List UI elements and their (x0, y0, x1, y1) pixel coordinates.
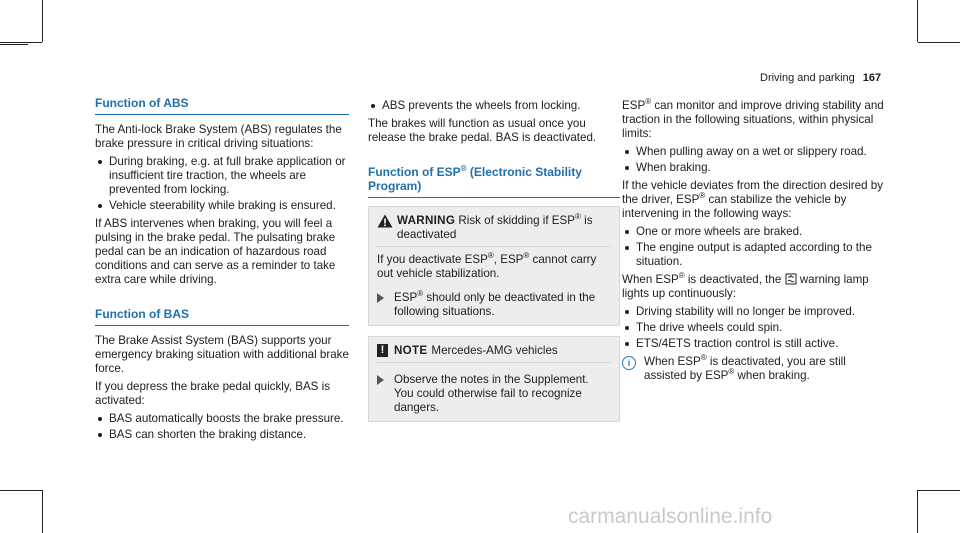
warning-title-b: is deactivated (397, 214, 593, 241)
warning-step-text (394, 291, 611, 319)
note-step-text: Observe the notes in the Supplement. You could otherwise fail to recognize dangers. (394, 373, 589, 414)
page-header (760, 72, 881, 84)
column-2 (368, 96, 620, 432)
esp-deact-b: is deactivated, the (684, 273, 782, 286)
note-box (368, 336, 620, 422)
column-1 (95, 96, 349, 446)
reg-mark: ® (417, 289, 424, 299)
crop-mark (0, 42, 42, 43)
warning-title-a: Risk of skidding if ESP (458, 214, 576, 227)
crop-mark (917, 490, 918, 533)
bas-intro: The Brake Assist System (BAS) supports your emergency braking situation with additional brake force. (95, 334, 349, 375)
crop-mark (918, 490, 960, 491)
esp-deviate-a: If the vehicle deviates from the direction desired by the driver, ESP (622, 179, 883, 206)
list-item: Vehicle steerability while braking is ensured. (95, 199, 349, 213)
note-title: Mercedes-AMG vehicles (431, 344, 558, 357)
esp-ways (622, 225, 887, 269)
crop-mark (42, 0, 43, 42)
esp-intro (622, 99, 887, 141)
reg-mark: ® (523, 251, 530, 261)
info-text-c: when braking. (734, 369, 810, 382)
crop-mark (917, 0, 918, 42)
crop-mark (918, 42, 960, 43)
reg-mark: ® (487, 251, 494, 261)
note-body (377, 362, 611, 415)
note-label: NOTE (394, 344, 428, 357)
reg-mark: ® (728, 367, 735, 377)
abs-heading: Function of ABS (95, 96, 349, 115)
list-item: BAS can shorten the braking distance. (95, 428, 349, 442)
warning-text-b: , ESP (493, 253, 524, 266)
esp-deviate-b: can stabilize the vehicle by intervening in the following ways: (622, 193, 847, 220)
abs-paragraph: If ABS intervenes when braking, you will feel a pulsing in the brake pedal. The pulsating brake pedal can be an indication of hazardous road conditions and can serve as a reminder to take extra care while driving. (95, 217, 336, 286)
page-number: 167 (862, 72, 882, 84)
bas-bullets-cont (368, 99, 620, 113)
esp-situations (622, 145, 887, 175)
warning-text (377, 253, 611, 281)
esp-deviate (622, 179, 887, 221)
list-item: During braking, e.g. at full brake application or insufficient tire traction, the wheels are prevented from locking. (95, 155, 349, 197)
warning-step-a: ESP (394, 291, 418, 304)
list-item: The drive wheels could spin. (622, 321, 887, 335)
note-step (377, 373, 611, 415)
bas-para2: If you depress the brake pedal quickly, BAS is activated: (95, 380, 331, 407)
esp-off-icon (785, 273, 797, 285)
esp-intro-b: can monitor and improve driving stability and traction in the following situations, within physical limits: (622, 99, 884, 140)
warning-text-a: If you deactivate ESP (377, 253, 488, 266)
list-item: The engine output is adapted according to the situation. (622, 241, 887, 269)
note-header (377, 344, 611, 358)
info-icon: i (622, 356, 636, 370)
section-title: Driving and parking (760, 72, 855, 84)
info-text-a: When ESP (644, 355, 701, 368)
bas-bullets (95, 412, 349, 442)
list-item: When braking. (622, 161, 887, 175)
warning-title-wrap (397, 214, 611, 242)
reg-mark: ® (575, 212, 581, 222)
list-item: BAS automatically boosts the brake pressure. (95, 412, 349, 426)
abs-intro: The Anti-lock Brake System (ABS) regulates the brake pressure in critical driving situations: (95, 123, 342, 150)
crop-mark (42, 490, 43, 533)
esp-intro-a: ESP (622, 99, 646, 112)
abs-bullets (95, 155, 349, 213)
reg-mark: ® (678, 271, 685, 281)
warning-step (377, 291, 611, 319)
warning-header (377, 214, 611, 242)
list-item: ETS/4ETS traction control is still active. (622, 337, 887, 351)
column-3 (622, 96, 887, 383)
warning-triangle-icon (377, 214, 393, 228)
arrow-right-icon (377, 293, 384, 303)
esp-heading-a: Function of ESP (368, 165, 461, 179)
crop-mark (0, 44, 28, 45)
info-text (644, 355, 887, 383)
esp-deact-bullets (622, 305, 887, 351)
reg-mark: ® (699, 191, 706, 201)
bas-after: The brakes will function as usual once you release the brake pedal. BAS is deactivated. (368, 117, 597, 144)
info-text-b: is deactivated, you are still assisted by ESP (644, 355, 846, 382)
info-note (622, 355, 887, 383)
note-exclamation-icon: ! (377, 344, 388, 357)
warning-body (377, 246, 611, 319)
list-item: One or more wheels are braked. (622, 225, 887, 239)
esp-heading-b: (Electronic Stability Program) (368, 165, 582, 193)
esp-heading (368, 165, 620, 198)
bas-heading: Function of BAS (95, 307, 349, 326)
reg-mark: ® (645, 97, 652, 107)
warning-step-b: should only be deactivated in the following situations. (394, 291, 596, 318)
list-item: When pulling away on a wet or slippery road. (622, 145, 887, 159)
esp-deact-a: When ESP (622, 273, 679, 286)
warning-box (368, 206, 620, 326)
reg-mark: ® (460, 164, 467, 173)
crop-mark (0, 490, 42, 491)
watermark: carmanualsonline.info (568, 505, 773, 528)
esp-deact-c: warning lamp lights up continuously: (622, 273, 869, 300)
list-item: ABS prevents the wheels from locking. (368, 99, 620, 113)
arrow-right-icon (377, 375, 384, 385)
esp-deactivated (622, 273, 887, 301)
list-item: Driving stability will no longer be improved. (622, 305, 887, 319)
warning-text-c: cannot carry out vehicle stabilization. (377, 253, 597, 280)
reg-mark: ® (700, 353, 707, 363)
warning-label: WARNING (397, 214, 456, 227)
